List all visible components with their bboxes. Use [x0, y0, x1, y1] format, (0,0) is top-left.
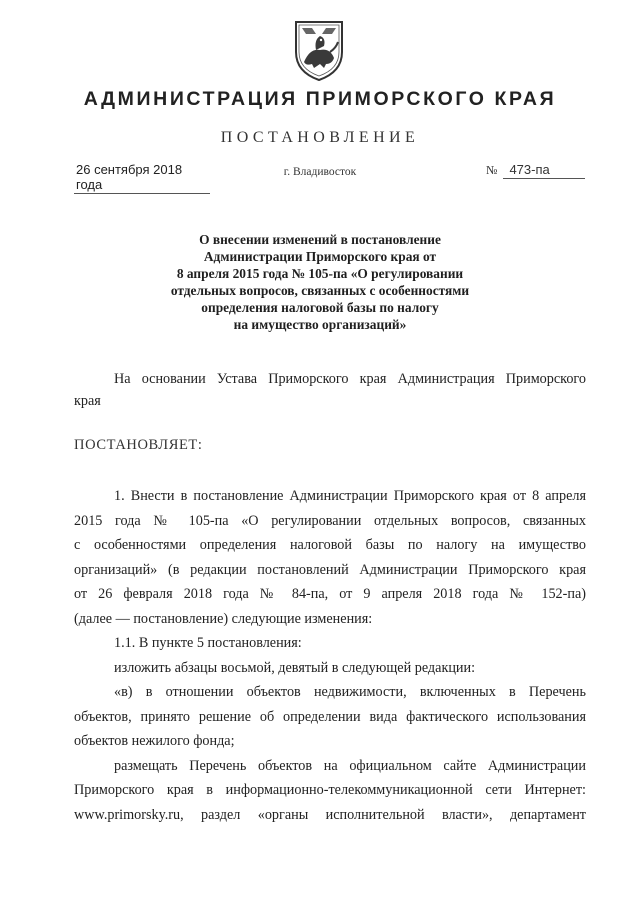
- document-city: г. Владивосток: [283, 166, 357, 178]
- title-line: 8 апреля 2015 года № 105-па «О регулировании: [176, 266, 464, 281]
- paragraph-line: объектов нежилого фонда;: [74, 733, 235, 749]
- agency-name: АДМИНИСТРАЦИЯ ПРИМОРСКОГО КРАЯ: [83, 88, 557, 110]
- paragraph-line: Приморского края в информационно-телекоммуникационной сети Интернет:: [74, 782, 586, 798]
- document-title: [150, 231, 490, 333]
- title-line: О внесении изменений в постановление: [199, 232, 441, 247]
- title-line: отдельных вопросов, связанных с особенностями: [170, 283, 470, 298]
- paragraph-1: [74, 484, 586, 827]
- paragraph-line: от 26 февраля 2018 года № 84-па, от 9 апреля 2018 года № 152-па): [74, 586, 586, 602]
- document-date: 26 сентября 2018 года: [74, 162, 210, 194]
- paragraph-line: 1. Внести в постановление Администрации Приморского края от 8 апреля: [114, 488, 586, 504]
- paragraph-line: 2015 года № 105-па «О регулировании отдельных вопросов, связанных: [74, 512, 586, 529]
- paragraph-line: «в) в отношении объектов недвижимости, включенных в Перечень: [114, 684, 586, 700]
- number-sign: №: [486, 163, 498, 177]
- basis-line: края: [74, 393, 101, 409]
- paragraph-line: объектов, принято решение об определении вида фактического использования: [74, 708, 586, 725]
- paragraph-line: www.primorsky.ru, раздел «органы исполнительной власти», департамент: [74, 806, 586, 823]
- title-line: Администрации Приморского края от: [203, 249, 437, 264]
- title-line: на имущество организаций»: [233, 317, 407, 332]
- paragraph-line: организаций» (в редакции постановлений Администрации Приморского края: [74, 561, 586, 578]
- paragraph-line: размещать Перечень объектов на официальном сайте Администрации: [114, 757, 586, 774]
- paragraph-line: с особенностями определения налоговой базы по налогу на имущество: [74, 537, 586, 553]
- title-line: определения налоговой базы по налогу: [201, 300, 439, 315]
- basis-paragraph: [74, 368, 586, 412]
- item-1-1: 1.1. В пункте 5 постановления:: [114, 635, 302, 651]
- basis-line: На основании Устава Приморского края Администрация Приморского: [114, 371, 586, 387]
- document-type: ПОСТАНОВЛЕНИЕ: [220, 129, 420, 146]
- decree-word: ПОСТАНОВЛЯЕТ:: [74, 437, 203, 453]
- number-value: 473-па: [503, 162, 585, 179]
- coat-of-arms-icon: [290, 18, 348, 82]
- paragraph-line: (далее — постановление) следующие изменения:: [74, 610, 373, 627]
- item-statement: изложить абзацы восьмой, девятый в следующей редакции:: [114, 659, 476, 676]
- document-number: [486, 162, 585, 179]
